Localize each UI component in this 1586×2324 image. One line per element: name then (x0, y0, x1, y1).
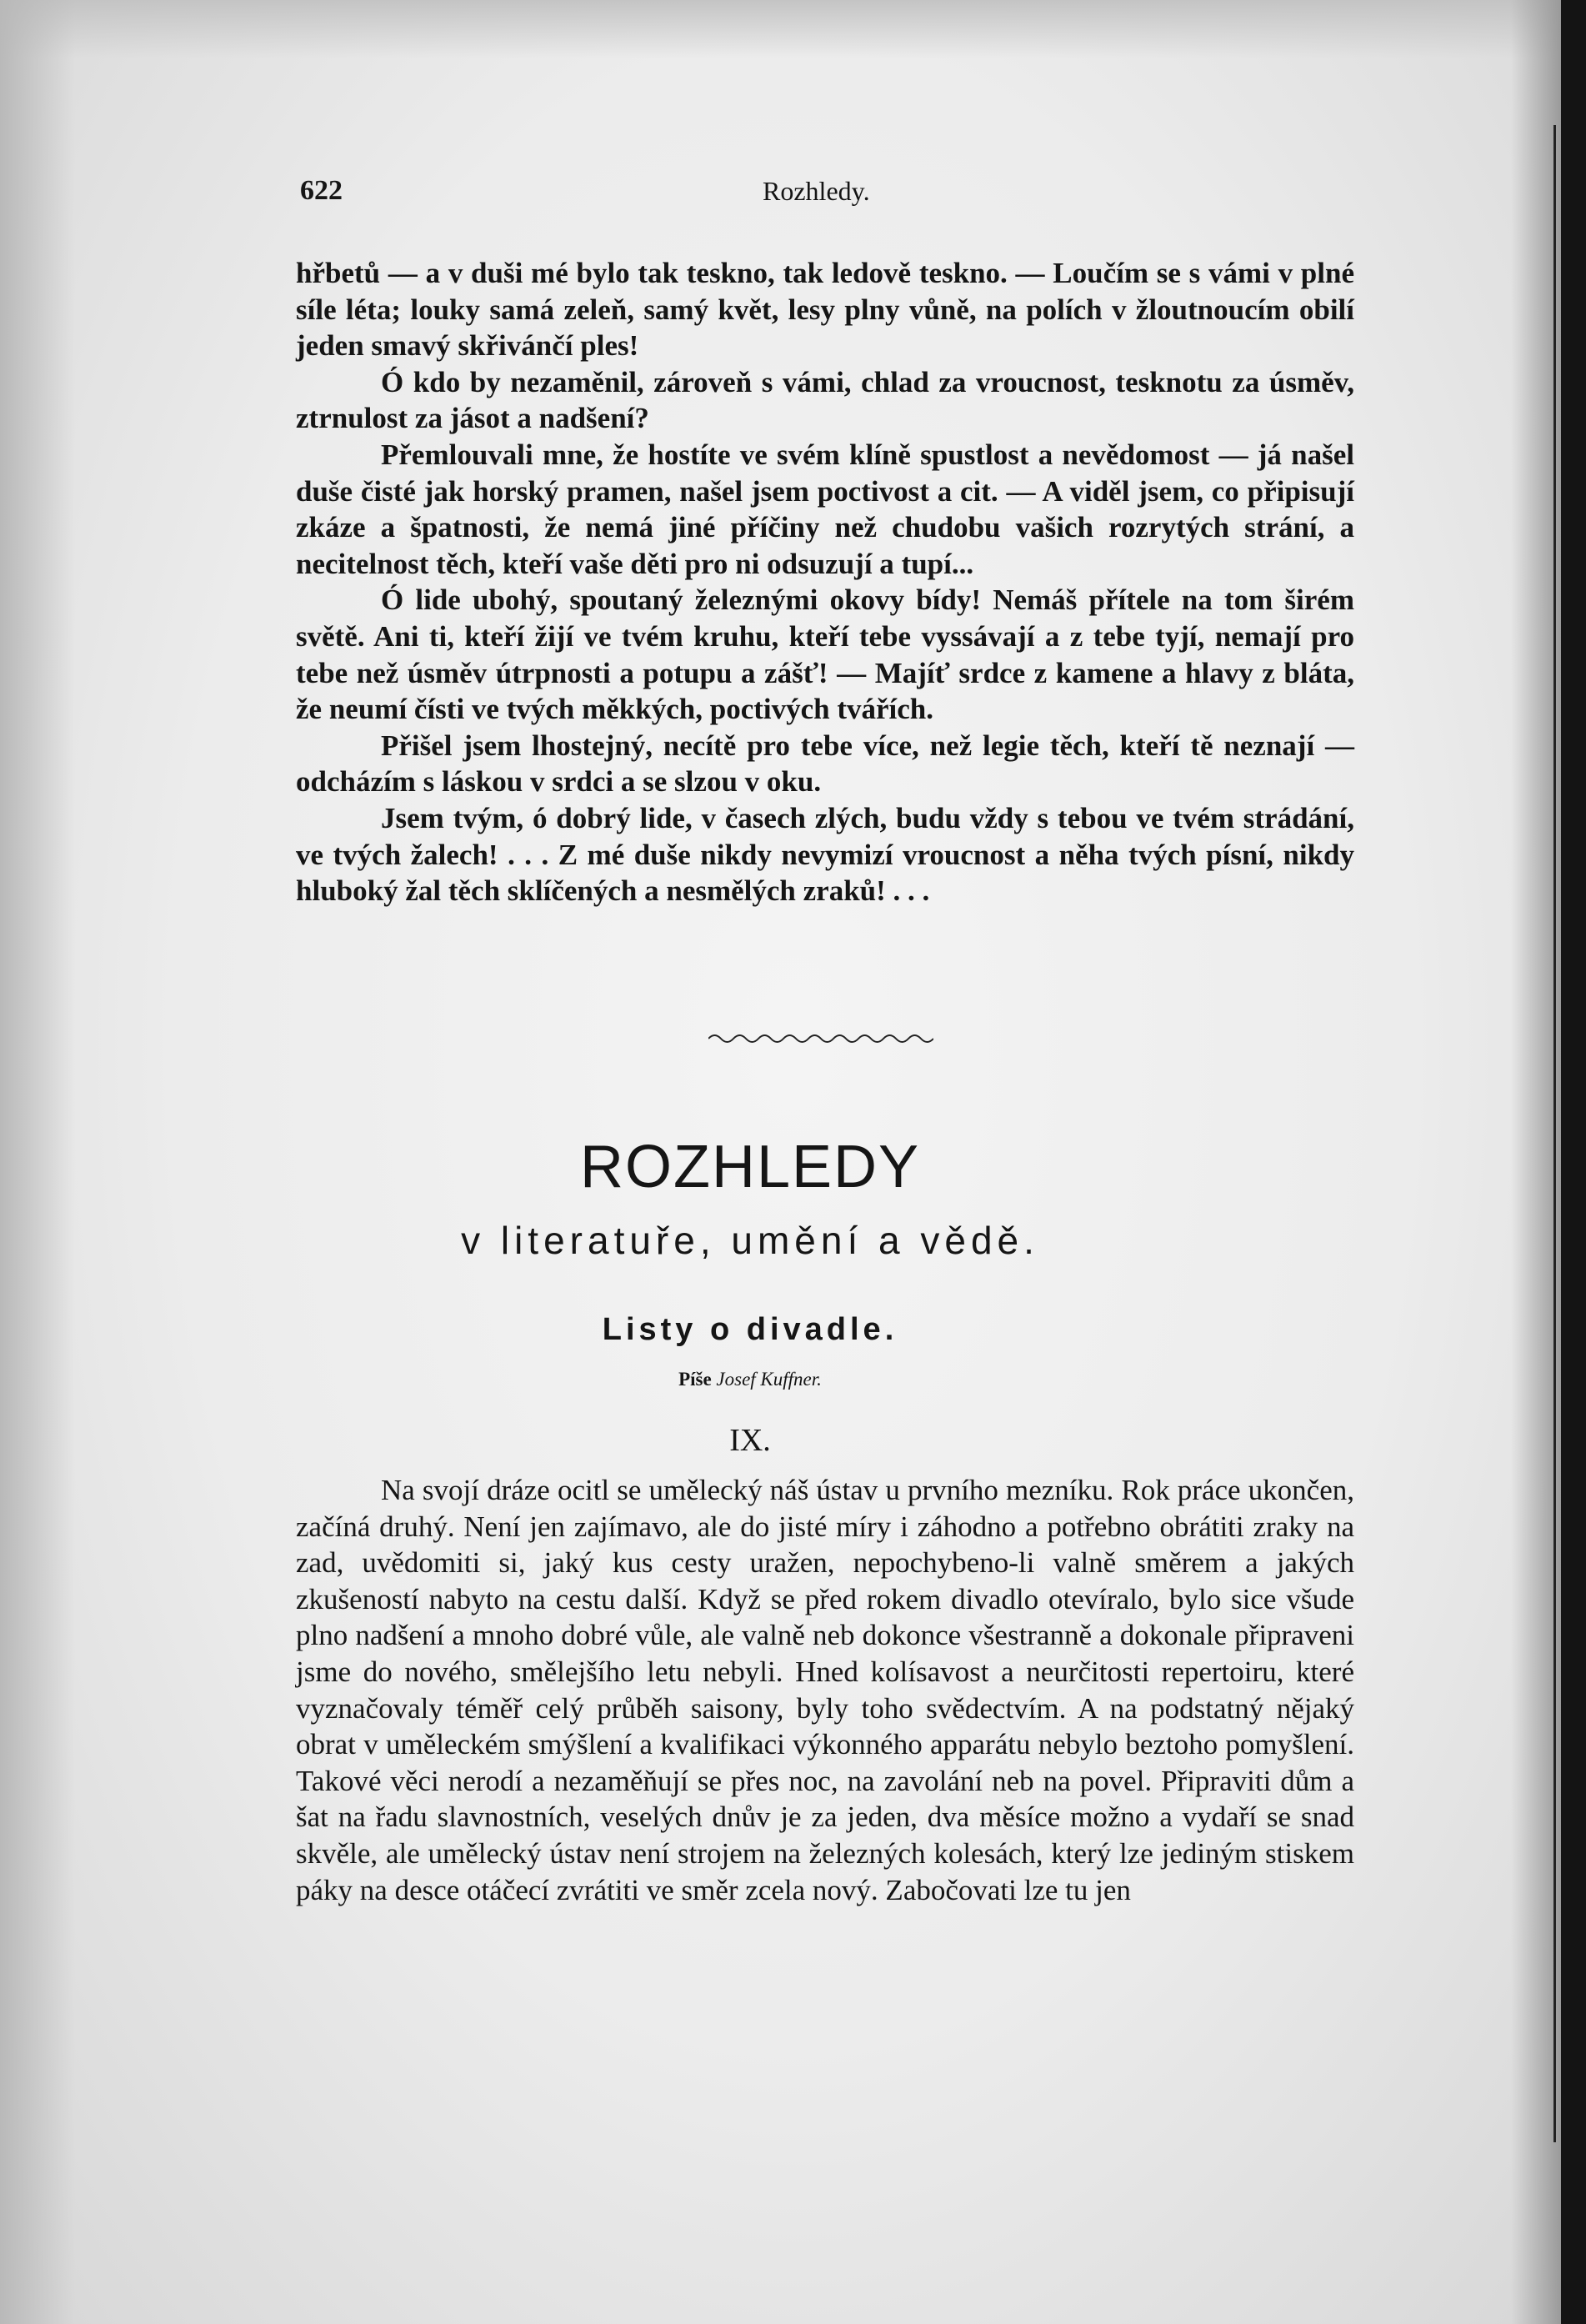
page-binding-edge (1561, 0, 1586, 2324)
scan-edge-line (1553, 125, 1556, 2142)
running-head-title: Rozhledy. (763, 176, 870, 206)
essay-paragraph: Ó kdo by nezaměnil, zároveň s vámi, chlad za vroucnost, tesknotu za úsměv, ztrnulost za jásot a nadšení? (296, 365, 1354, 435)
essay-paragraph: hřbetů — a v duši mé bylo tak teskno, tak ledově teskno. — Loučím se s vámi v plné síle léta; louky samá zeleň, samý květ, lesy plny vůně, na polích v žloutnoucím obilí jeden smavý skřivánčí ples! (296, 257, 1354, 363)
page-left-shadow (0, 0, 75, 2324)
essay-paragraph: Přišel jsem lhostejný, necítě pro tebe více, než legie těch, kteří tě neznají — odcházím s láskou v srdci a se slzou v oku. (296, 729, 1354, 799)
byline-prefix: Píše (678, 1369, 712, 1390)
essay-paragraph: Přemlouvali mne, že hostíte ve svém klíně spustlost a nevědomost — já našel duše čisté jak horský pramen, našel jsem poctivost a cit. — A viděl jsem, co připisují zkáze a špatnosti, že nemá jiné příčiny než chudobu vašich rozrytých strání, a necitelnost těch, kteří vaše děti pro ni odsuzují a tupí... (296, 438, 1354, 580)
article-body (296, 1472, 1354, 1908)
section-title: ROZHLEDY (579, 1134, 921, 1200)
running-head (300, 173, 892, 209)
article-part-number: IX. (729, 1423, 771, 1458)
wavy-divider-ornament (708, 1032, 933, 1045)
page-number: 622 (300, 175, 343, 206)
article-paragraph: Na svojí dráze ocitl se umělecký náš ústav u prvního mezníku. Rok práce ukončen, začíná druhý. Není jen zajímavo, ale do jisté míry i záhodno a potřebno obrátiti zraky na zad, uvědomiti si, jaký kus cesty uražen, nepochybeno-li valně směrem a jakých zkušeností nabyto na cestu další. Když se před rokem divadlo otevíralo, bylo sice všude plno nadšení a mnoho dobré vůle, ale valně neb dokonce všestranně a dokonale připraveni jsme do nového, smělejšího letu nebyli. Hned kolísavost a neurčitosti repertoiru, které vyznačovaly téměř celý průběh saisony, byly toho svědectvím. A na podstatný nějaký obrat v uměleckém smýšlení a kvalifikaci výkonného apparátu nebylo beztoho pomyšlení. Takové věci nerodí a nezaměňují se přes noc, na zavolání neb na povel. Připraviti dům a šat na řadu slavnostních, veselých dnův je za jeden, dva měsíce možno a vydaří se snad skvěle, ale umělecký ústav není strojem na železných kolesách, který lze jediným stiskem páky na desce otáčecí zvrátiti ve směr zcela nový. Zabočovati lze tu jen (296, 1474, 1354, 1906)
section-subtitle: v literatuře, umění a vědě. (461, 1219, 1039, 1262)
article-title: Listy o divadle. (602, 1312, 898, 1347)
byline-author: Josef Kuffner. (716, 1369, 822, 1390)
page-top-shadow (0, 0, 1586, 58)
essay-paragraph: Ó lide ubohý, spoutaný železnými okovy bídy! Nemáš přítele na tom širém světě. Ani ti, kteří žijí ve tvém kruhu, kteří tebe vyssávají a z tebe tyjí, nemají pro tebe než úsměv útrpnosti a potupu a zášť! — Majíť srdce z kamene a hlavy z bláta, že neumí čísti ve tvých měkkých, poctivých tvářích. (296, 584, 1354, 726)
byline (583, 1365, 917, 1394)
essay-paragraph: Jsem tvým, ó dobrý lide, v časech zlých, budu vždy s tebou ve tvém strádání, ve tvých žalech! . . . Z mé duše nikdy nevymizí vroucnost a něha tvých písní, nikdy hluboký žal těch sklíčených a nesmělých zraků! . . . (296, 801, 1354, 908)
essay-conclusion (296, 255, 1354, 909)
